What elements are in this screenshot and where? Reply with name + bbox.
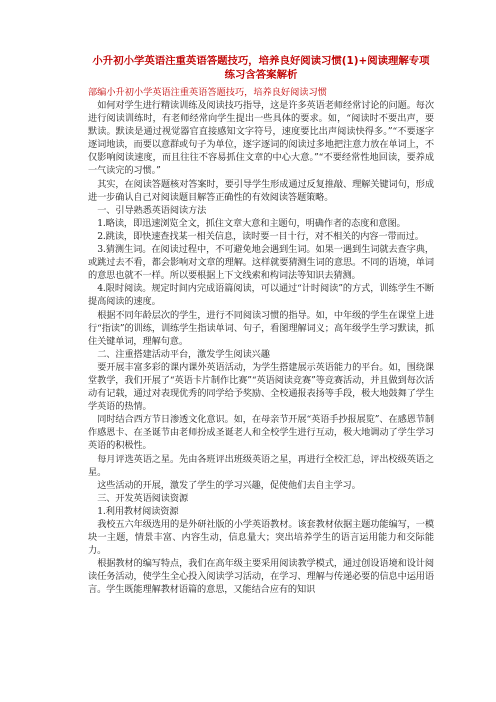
paragraph: 3.猜测生词。在阅读过程中，不可避免地会遇到生词。如果一遇到生词就去查字典，或跳过去不看，都会影响对文章的理解。这样就要猜测生词的意思。不同的语境，单词的意思也就不一样。所以要根据上下文线索和构词法等知识去猜测。 bbox=[88, 244, 434, 282]
paragraph: 4.限时阅读。规定时间内完成语篇阅读，可以通过“计时阅读”的方式，训练学生不断提高阅读的速度。 bbox=[88, 283, 434, 308]
section-heading: 一、引导熟悉英语阅读方法 bbox=[97, 204, 207, 216]
paragraph: 根据不同年龄层次的学生，进行不同阅读习惯的指导。如，中年级的学生在课堂上进行“指读”的训练，训练学生指读单词、句子，看图理解词义；高年级学生学习默读，抓住关键单词，理解句意。 bbox=[88, 309, 434, 347]
document-title: 小升初小学英语注重英语答题技巧，培养良好阅读习惯(1)+阅读理解专项练习含答案解析 bbox=[92, 55, 430, 81]
paragraph: 我校五六年级选用的是外研社版的小学英语教材。该套教材依据主题功能编写，一模块一主题，情景丰富、内容生动，信息量大；突出培养学生的语言运用能力和交际能力。 bbox=[88, 519, 434, 557]
paragraph: 如何对学生进行精读训练及阅读技巧指导，这是许多英语老师经常讨论的问题。每次进行阅读训练时，有老师经常向学生提出一些具体的要求。如，“阅读时不要出声，要默读。默读是通过视觉器官直接感知文字符号，速度要比出声阅读快得多。”“不要逐字逐词地读，而要以意群或句子为单位，逐字逐词的阅读过多地把注意力放在单词上，不仅影响阅读速度，而且往往不容易抓住文章的中心大意。”“不要经常性地回读，要养成一气读完的习惯。” bbox=[88, 100, 434, 177]
document-body bbox=[88, 99, 434, 597]
paragraph: 要开展丰富多彩的课内课外英语活动，为学生搭建展示英语能力的平台。如，围绕课堂教学，我们开展了“英语卡片制作比赛”“英语阅读竞赛”等竞赛活动，并且做到每次活动有记载，通过对表现优秀的同学给予奖励、全校通报表扬等手段，极大地鼓舞了学生学英语的热情。 bbox=[88, 361, 434, 413]
section-heading: 二、注重搭建活动平台，激发学生阅读兴趣 bbox=[97, 348, 270, 360]
paragraph: 其实，在阅读答题核对答案时，要引导学生形成通过反复推敲、理解关键词句，形成进一步确认自己对阅读题目解答正确性的有效阅读答题策略。 bbox=[88, 178, 434, 203]
paragraph: 这些活动的开展，激发了学生的学习兴趣，促使他们去自主学习。 bbox=[97, 479, 361, 491]
paragraph: 每月评选英语之星。先由各班评出班级英语之星，再进行全校汇总，评出校级英语之星。 bbox=[88, 453, 434, 478]
paragraph: 同时结合西方节日渗透文化意识。如，在母亲节开展“英语手抄报展览”、在感恩节制作感恩卡、在圣诞节由老师扮成圣诞老人和全校学生进行互动，极大地调动了学生学习英语的积极性。 bbox=[88, 414, 434, 452]
document-subtitle: 部编小升初小学英语注重英语答题技巧，培养良好阅读习惯 bbox=[88, 87, 327, 98]
section-heading: 三、开发英语阅读资源 bbox=[97, 492, 189, 504]
paragraph: 2.跳读，即快速查找某一相关信息，读时要一目十行，对不相关的内容一带而过。 bbox=[97, 230, 424, 242]
paragraph: 根据教材的编写特点，我们在高年级主要采用阅读教学模式，通过创设语境和设计阅读任务活动，使学生全心投入阅读学习活动，在学习、理解与传递必要的信息中运用语言。学生既能理解教材语篇的意思，又能结合应有的知识 bbox=[88, 558, 434, 596]
paragraph: 1.略读，即迅速浏览全文，抓住文章大意和主题句，明确作者的态度和意图。 bbox=[97, 217, 406, 229]
paragraph: 1.利用教材阅读资源 bbox=[97, 505, 179, 517]
